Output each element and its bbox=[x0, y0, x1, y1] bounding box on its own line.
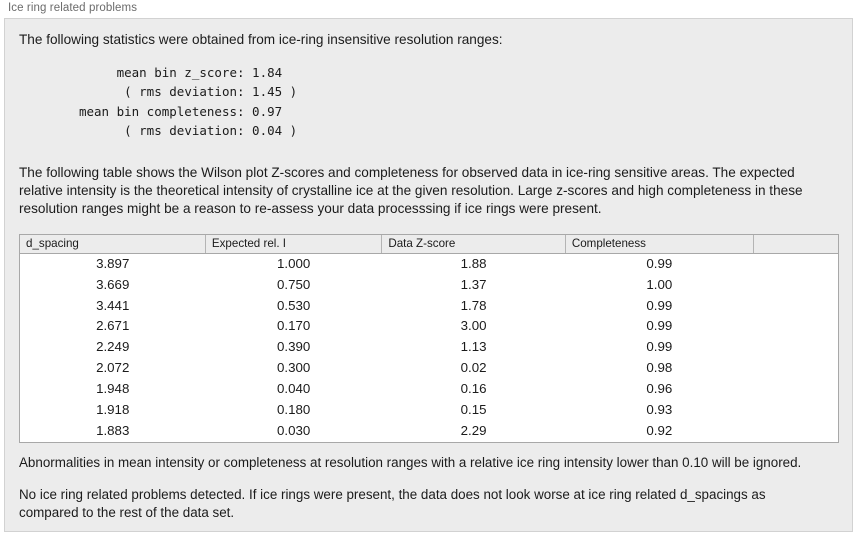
cell-data-z-score: 1.78 bbox=[460, 297, 487, 313]
stat-label: ( rms deviation bbox=[124, 84, 237, 100]
window-title: Ice ring related problems bbox=[8, 2, 138, 14]
abnormalities-note: Abnormalities in mean intensity or completeness at resolution ranges with a relative ice ring intensity lower than 0.10 will be ignored. bbox=[19, 454, 802, 470]
table-description: The following table shows the Wilson plot Z-scores and completeness for observed data in ice-ring sensitive areas. The expected relative intensity is the theoretical intensity of crystalline ice at the given resolution. Large z-scores and high completeness in these resolution ranges might be a reason to re-assess your data processsing if ice rings were present. bbox=[19, 164, 803, 216]
stat-row bbox=[47, 82, 842, 101]
cell-extra bbox=[753, 337, 838, 358]
report-panel bbox=[4, 18, 853, 532]
table-row bbox=[20, 275, 838, 296]
cell-d-spacing: 3.897 bbox=[96, 255, 130, 271]
stat-label: ( rms deviation bbox=[124, 123, 237, 139]
cell-extra bbox=[753, 421, 838, 442]
cell-completeness: 0.96 bbox=[646, 381, 673, 397]
table-row bbox=[20, 379, 838, 400]
cell-completeness: 0.92 bbox=[646, 422, 673, 438]
table-row bbox=[20, 400, 838, 421]
cell-extra bbox=[753, 358, 838, 379]
table-row bbox=[20, 337, 838, 358]
cell-d-spacing: 2.671 bbox=[96, 318, 130, 334]
cell-data-z-score: 0.15 bbox=[460, 401, 487, 417]
cell-completeness: 0.99 bbox=[646, 339, 673, 355]
stat-label: mean bin completeness bbox=[78, 103, 237, 119]
cell-extra bbox=[753, 296, 838, 317]
cell-data-z-score: 1.37 bbox=[460, 276, 487, 292]
table-row bbox=[20, 421, 838, 442]
stat-value: : 1.45 ) bbox=[237, 84, 298, 100]
cell-expected-rel-i: 0.750 bbox=[276, 276, 311, 292]
cell-expected-rel-i: 0.030 bbox=[276, 422, 311, 438]
cell-expected-rel-i: 0.300 bbox=[276, 360, 311, 376]
cell-completeness: 0.99 bbox=[646, 255, 673, 271]
stat-value: : 0.97 bbox=[237, 103, 283, 119]
stat-value: : 1.84 bbox=[237, 65, 283, 81]
cell-d-spacing: 1.948 bbox=[96, 381, 130, 397]
cell-data-z-score: 3.00 bbox=[460, 318, 487, 334]
table-row bbox=[20, 253, 838, 274]
cell-data-z-score: 1.88 bbox=[460, 255, 487, 271]
cell-expected-rel-i: 0.530 bbox=[276, 297, 311, 313]
cell-completeness: 0.98 bbox=[646, 360, 673, 376]
report-content bbox=[19, 31, 842, 535]
cell-completeness: 0.99 bbox=[646, 297, 673, 313]
cell-extra bbox=[753, 316, 838, 337]
cell-d-spacing: 3.441 bbox=[96, 297, 130, 313]
table-row bbox=[20, 316, 838, 337]
cell-d-spacing: 1.918 bbox=[96, 401, 130, 417]
cell-d-spacing: 2.249 bbox=[96, 339, 130, 355]
cell-extra bbox=[753, 253, 838, 274]
table-row bbox=[20, 358, 838, 379]
cell-expected-rel-i: 0.180 bbox=[276, 401, 311, 417]
cell-expected-rel-i: 0.040 bbox=[276, 381, 311, 397]
stat-value: : 0.04 ) bbox=[237, 123, 298, 139]
cell-extra bbox=[753, 275, 838, 296]
column-header-extra bbox=[753, 235, 838, 254]
stat-row bbox=[47, 63, 842, 82]
column-header-completeness: Completeness bbox=[565, 235, 753, 254]
cell-expected-rel-i: 0.170 bbox=[276, 318, 311, 334]
cell-extra bbox=[753, 379, 838, 400]
cell-data-z-score: 0.16 bbox=[460, 381, 487, 397]
cell-completeness: 0.99 bbox=[646, 318, 673, 334]
column-header-expected-rel-i: Expected rel. I bbox=[205, 235, 381, 254]
cell-d-spacing: 1.883 bbox=[96, 422, 130, 438]
ice-ring-table bbox=[19, 234, 839, 443]
cell-extra bbox=[753, 400, 838, 421]
table-row bbox=[20, 296, 838, 317]
summary-statistics bbox=[47, 63, 842, 141]
table-header-row bbox=[20, 235, 838, 254]
column-header-data-z-score: Data Z-score bbox=[382, 235, 566, 254]
cell-data-z-score: 1.13 bbox=[460, 339, 487, 355]
conclusion-note: No ice ring related problems detected. If ice rings were present, the data does not look worse at ice ring related d_spacings as compared to the rest of the data set. bbox=[19, 486, 766, 520]
intro-paragraph: The following statistics were obtained from ice-ring insensitive resolution ranges: bbox=[19, 32, 503, 47]
stat-row bbox=[47, 121, 842, 140]
column-header-d-spacing: d_spacing bbox=[20, 235, 205, 254]
cell-d-spacing: 2.072 bbox=[96, 360, 130, 376]
cell-completeness: 1.00 bbox=[646, 276, 673, 292]
cell-completeness: 0.93 bbox=[646, 401, 673, 417]
table-body bbox=[20, 253, 838, 441]
cell-data-z-score: 0.02 bbox=[460, 360, 487, 376]
cell-data-z-score: 2.29 bbox=[460, 422, 487, 438]
stat-row bbox=[47, 102, 842, 121]
cell-expected-rel-i: 1.000 bbox=[276, 255, 311, 271]
stat-label: mean bin z_score bbox=[116, 65, 237, 81]
cell-d-spacing: 3.669 bbox=[96, 276, 130, 292]
cell-expected-rel-i: 0.390 bbox=[276, 339, 311, 355]
